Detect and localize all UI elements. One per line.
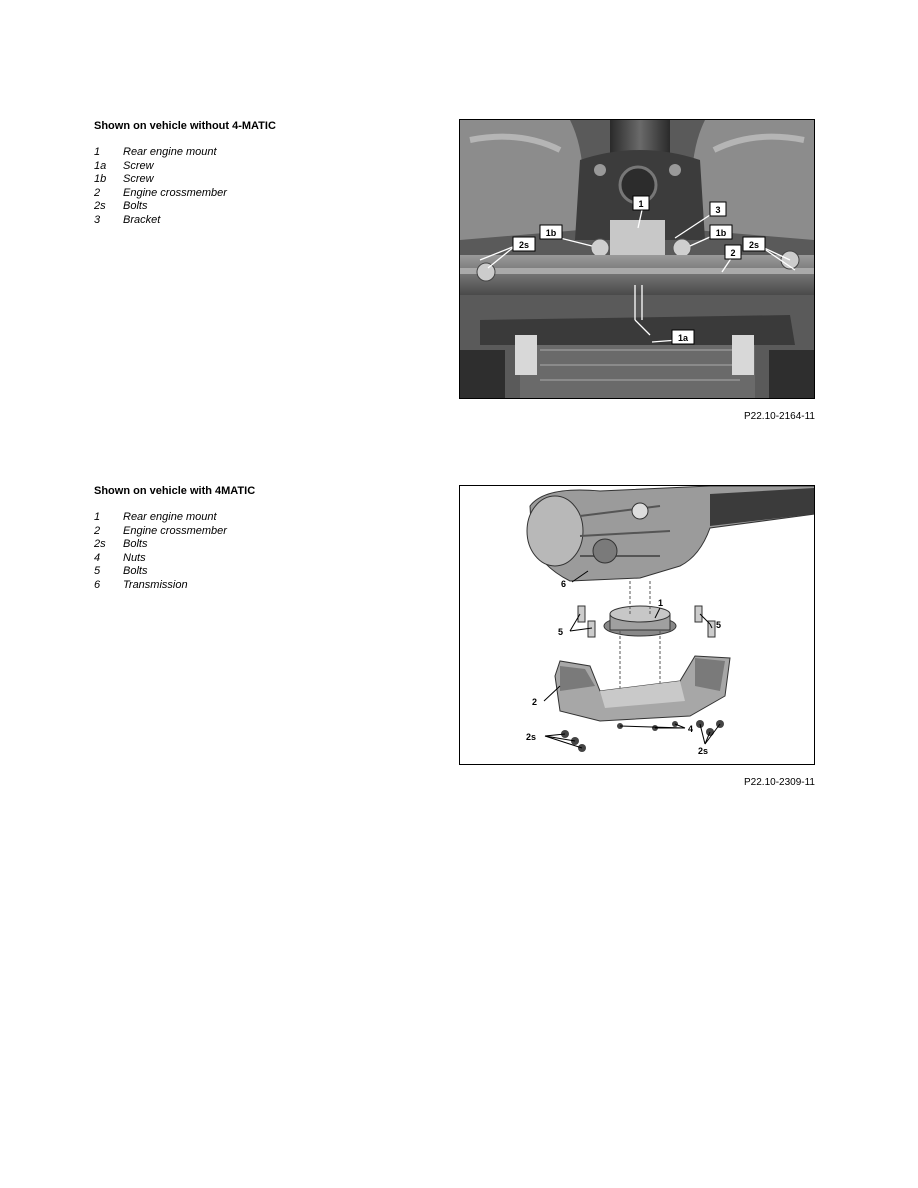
legend-label: Bolts — [123, 565, 148, 578]
underbody-photo-illustration — [460, 120, 814, 398]
legend-without-4matic — [94, 146, 227, 228]
callout-1b-right — [710, 225, 732, 239]
legend-label: Bolts — [123, 200, 148, 213]
legend-item — [94, 579, 227, 593]
legend-item — [94, 552, 227, 566]
legend-key: 6 — [94, 578, 101, 591]
legend-key: 1b — [94, 173, 107, 186]
callout-label: 2 — [730, 248, 736, 258]
callout-3 — [710, 202, 726, 216]
legend-label: Nuts — [123, 551, 146, 564]
callout-1: 1 — [658, 598, 664, 608]
diagram-rear-engine-mount-with-4matic — [459, 485, 815, 765]
legend-key: 1 — [94, 511, 101, 523]
legend-item — [94, 160, 227, 174]
callout-label: 1b — [545, 228, 557, 238]
callout-5-right: 5 — [716, 620, 722, 630]
legend-label: Engine crossmember — [123, 186, 227, 199]
callout-label: 2s — [518, 240, 530, 250]
legend-item — [94, 173, 227, 187]
legend-label: Screw — [123, 159, 154, 172]
legend-key: 2s — [94, 538, 106, 551]
legend-item — [94, 538, 227, 552]
legend-item — [94, 146, 227, 160]
section-title-with-4matic: Shown on vehicle with 4MATIC — [94, 485, 256, 497]
callout-label: 1 — [638, 199, 644, 209]
figure-caption: P22.10-2164-11 — [744, 411, 815, 422]
legend-item — [94, 525, 227, 539]
legend-label: Rear engine mount — [123, 511, 217, 523]
legend-key: 1a — [94, 159, 107, 172]
legend-label: Rear engine mount — [123, 146, 217, 158]
legend-label: Bolts — [123, 538, 148, 551]
callout-2s-right — [743, 237, 765, 251]
legend-item — [94, 511, 227, 525]
legend-key: 2s — [94, 200, 106, 213]
callout-2 — [725, 245, 741, 259]
legend-label: Transmission — [123, 578, 188, 591]
exploded-view-illustration — [460, 486, 814, 764]
legend-key: 4 — [94, 551, 101, 564]
callout-2: 2 — [532, 697, 538, 707]
photo-rear-engine-mount-without-4matic — [459, 119, 815, 399]
callout-2s-left: 2s — [526, 732, 537, 742]
legend-key: 1 — [94, 146, 101, 158]
legend-key: 2 — [94, 524, 101, 537]
callout-label: 1b — [715, 228, 727, 238]
figure-caption: P22.10-2309-11 — [744, 777, 815, 788]
callout-label: 3 — [715, 205, 721, 215]
section-title-without-4matic: Shown on vehicle without 4-MATIC — [94, 120, 276, 132]
legend-item — [94, 214, 227, 228]
callout-1b-left — [540, 225, 562, 239]
legend-label: Engine crossmember — [123, 524, 227, 537]
legend-label: Screw — [123, 173, 154, 186]
legend-with-4matic — [94, 511, 227, 593]
callout-1 — [633, 196, 649, 210]
callout-6: 6 — [561, 579, 567, 589]
callout-label: 2s — [748, 240, 760, 250]
legend-item — [94, 565, 227, 579]
legend-key: 2 — [94, 186, 101, 199]
callout-4: 4 — [688, 724, 694, 734]
legend-item — [94, 187, 227, 201]
callout-1a — [672, 330, 694, 344]
callout-2s-right: 2s — [698, 746, 709, 756]
callout-2s-left — [513, 237, 535, 251]
callout-5-left: 5 — [558, 627, 564, 637]
legend-key: 3 — [94, 213, 101, 226]
legend-label: Bracket — [123, 213, 161, 226]
legend-item — [94, 200, 227, 214]
legend-key: 5 — [94, 565, 101, 578]
callout-label: 1a — [677, 333, 689, 343]
